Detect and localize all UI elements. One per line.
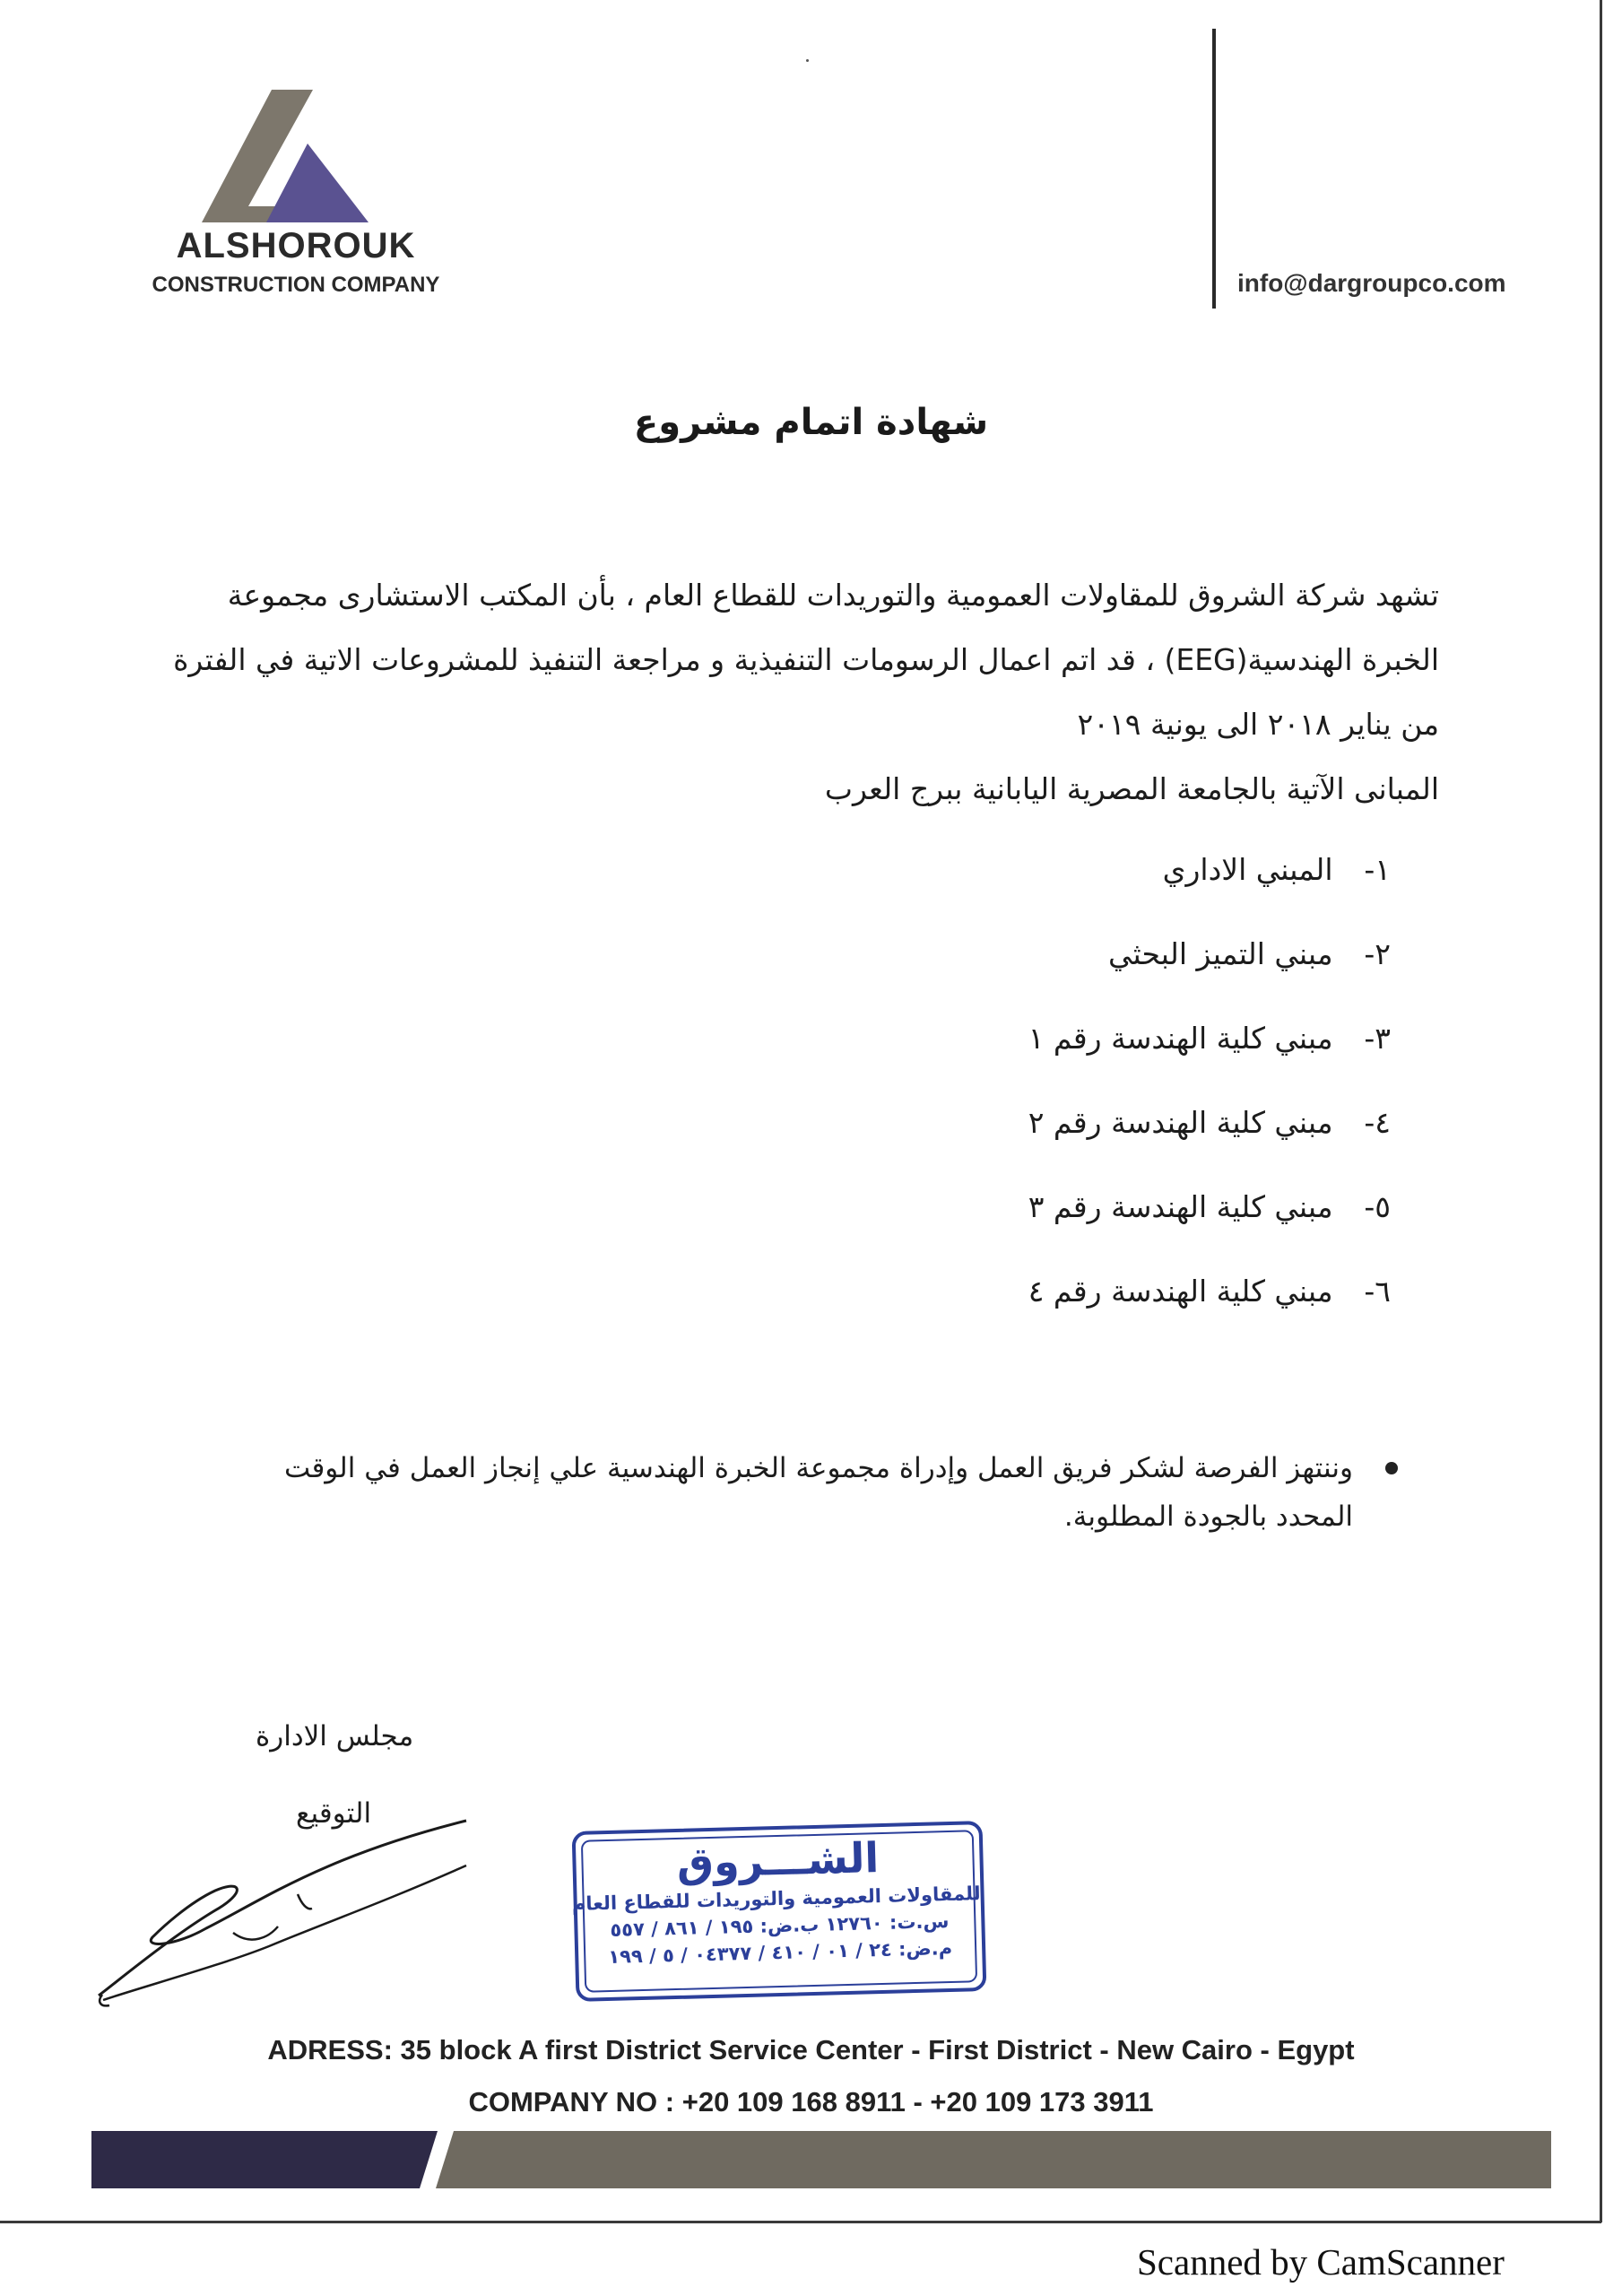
list-item-number: ٥-	[1364, 1189, 1391, 1224]
paragraph-line: تشهد شركة الشروق للمقاولات العمومية والتوريدات للقطاع العام ، بأن المكتب الاستشارى مجموعة	[227, 578, 1439, 613]
closing-note-line: المحدد بالجودة المطلوبة.	[1063, 1500, 1353, 1533]
logo-purple-triangle	[266, 144, 369, 222]
company-subtitle: CONSTRUCTION COMPANY	[152, 273, 440, 297]
footer-bar-gray	[436, 2131, 1551, 2188]
list-item	[1028, 936, 1391, 1021]
closing-note	[277, 1444, 1353, 1541]
stamp-line: م.ض: ٢٤ / ٠١ / ٤١٠ / ٠٤٣٧٧ / ٥ / ١٩٩	[607, 1936, 953, 1969]
list-item-number: ٢-	[1364, 936, 1391, 971]
list-item-text: مبني كلية الهندسة رقم ٢	[1028, 1105, 1333, 1140]
footer-decorative-bars	[91, 2131, 1551, 2188]
document-title: شهادة اتمام مشروع	[633, 402, 989, 443]
list-item	[1028, 1189, 1391, 1274]
list-item-number: ٤-	[1364, 1105, 1391, 1140]
company-logo	[202, 90, 390, 224]
company-phones: COMPANY NO : +20 109 168 8911 - +20 109 173 3911	[468, 2086, 1154, 2118]
company-name: ALSHOROUK	[176, 226, 416, 265]
list-item-text: المبني الاداري	[1162, 852, 1333, 887]
page-edge-right	[1600, 0, 1602, 2222]
company-address: ADRESS: 35 block A first District Service Center - First District - New Cairo - Egypt	[267, 2034, 1355, 2066]
list-item-text: مبني التميز البحثي	[1108, 936, 1333, 971]
paragraph-line: الخبرة الهندسية(EEG) ، قد اتم اعمال الرسومات التنفيذية و مراجعة التنفيذ للمشروعات الاتية في الفترة	[173, 642, 1439, 677]
stamp-name: الشـــروق	[676, 1833, 880, 1887]
list-item-number: ١-	[1364, 852, 1391, 887]
list-item	[1028, 1105, 1391, 1189]
list-item-text: مبني كلية الهندسة رقم ١	[1028, 1021, 1333, 1056]
stamp-line: س.ت: ١٢٧٦٠ ب.ض: ١٩٥ / ٨٦١ / ٥٥٧	[610, 1910, 950, 1941]
list-item-text: مبني كلية الهندسة رقم ٤	[1028, 1274, 1333, 1309]
stamp-line: للمقاولات العمومية والتوريدات للقطاع العام	[571, 1883, 981, 1916]
stamp-inner-border	[581, 1830, 977, 1992]
list-item	[1028, 1274, 1391, 1358]
list-item-text: مبني كلية الهندسة رقم ٣	[1028, 1189, 1333, 1224]
company-email[interactable]: info@dargroupco.com	[1237, 269, 1506, 297]
bullet-icon	[1385, 1462, 1398, 1474]
board-label: مجلس الادارة	[256, 1720, 414, 1752]
header-divider	[1212, 29, 1216, 309]
list-item	[1028, 1021, 1391, 1105]
scanner-watermark: Scanned by CamScanner	[1137, 2241, 1505, 2283]
scan-speck	[806, 59, 809, 62]
signature-label: التوقيع	[296, 1797, 372, 1830]
list-item-number: ٣-	[1364, 1021, 1391, 1056]
buildings-intro: المبانى الآتية بالجامعة المصرية اليابانية ببرج العرب	[824, 771, 1439, 806]
list-item-number: ٦-	[1364, 1274, 1391, 1309]
paragraph-line: من يناير ٢٠١٨ الى يونية ٢٠١٩	[1077, 707, 1439, 742]
project-list	[1028, 852, 1391, 1358]
certificate-paragraph	[173, 563, 1439, 757]
list-item	[1028, 852, 1391, 936]
handwritten-signature	[90, 1803, 484, 2027]
page-edge-bottom	[0, 2221, 1601, 2223]
footer-bar-dark	[91, 2131, 438, 2188]
closing-note-line: وننتهز الفرصة لشكر فريق العمل وإدراة مجموعة الخبرة الهندسية علي إنجاز العمل في الوقت	[284, 1452, 1353, 1484]
company-stamp	[572, 1821, 987, 2002]
